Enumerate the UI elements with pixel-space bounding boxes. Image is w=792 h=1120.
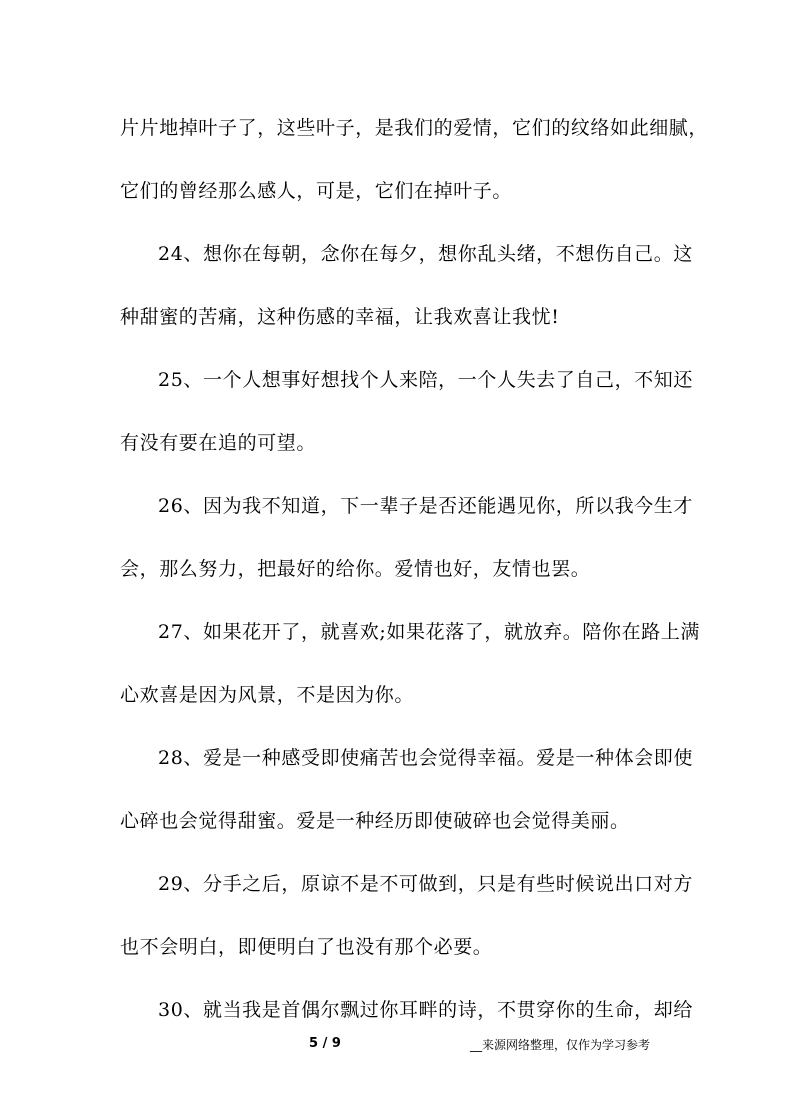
page-number: 5 / 9 [309, 1036, 341, 1051]
text-line: 心欢喜是因为风景，不是因为你。 [120, 684, 415, 706]
paragraph-30-start: 30、就当我是首偶尔飘过你耳畔的诗，不贯穿你的生命，却给 [158, 999, 693, 1021]
paragraph-29-start: 29、分手之后，原谅不是不可做到，只是有些时候说出口对方 [158, 873, 693, 895]
text-line: 会，那么努力，把最好的给你。爱情也好，友情也罢。 [120, 558, 591, 580]
footer-note: __来源网络整理，仅作为学习参考 [470, 1038, 651, 1052]
text-line: 种甜蜜的苦痛，这种伤感的幸福，让我欢喜让我忧! [120, 306, 560, 328]
text-line: 它们的曾经那么感人，可是，它们在掉叶子。 [120, 180, 513, 202]
paragraph-28-start: 28、爱是一种感受即使痛苦也会觉得幸福。爱是一种体会即使 [158, 747, 693, 769]
paragraph-27-start: 27、如果花开了，就喜欢;如果花落了，就放弃。陪你在路上满 [158, 621, 700, 643]
paragraph-26-start: 26、因为我不知道，下一辈子是否还能遇见你，所以我今生才 [158, 495, 693, 517]
paragraph-25-start: 25、一个人想事好想找个人来陪，一个人失去了自己，不知还 [158, 369, 693, 391]
text-line: 也不会明白，即便明白了也没有那个必要。 [120, 936, 493, 958]
paragraph-24-start: 24、想你在每朝，念你在每夕，想你乱头绪，不想伤自己。这 [158, 243, 693, 265]
text-line: 有没有要在追的可望。 [120, 432, 317, 454]
text-line: 片片地掉叶子了，这些叶子，是我们的爱情，它们的纹络如此细腻， [120, 117, 709, 139]
text-line: 心碎也会觉得甜蜜。爱是一种经历即使破碎也会觉得美丽。 [120, 810, 630, 832]
